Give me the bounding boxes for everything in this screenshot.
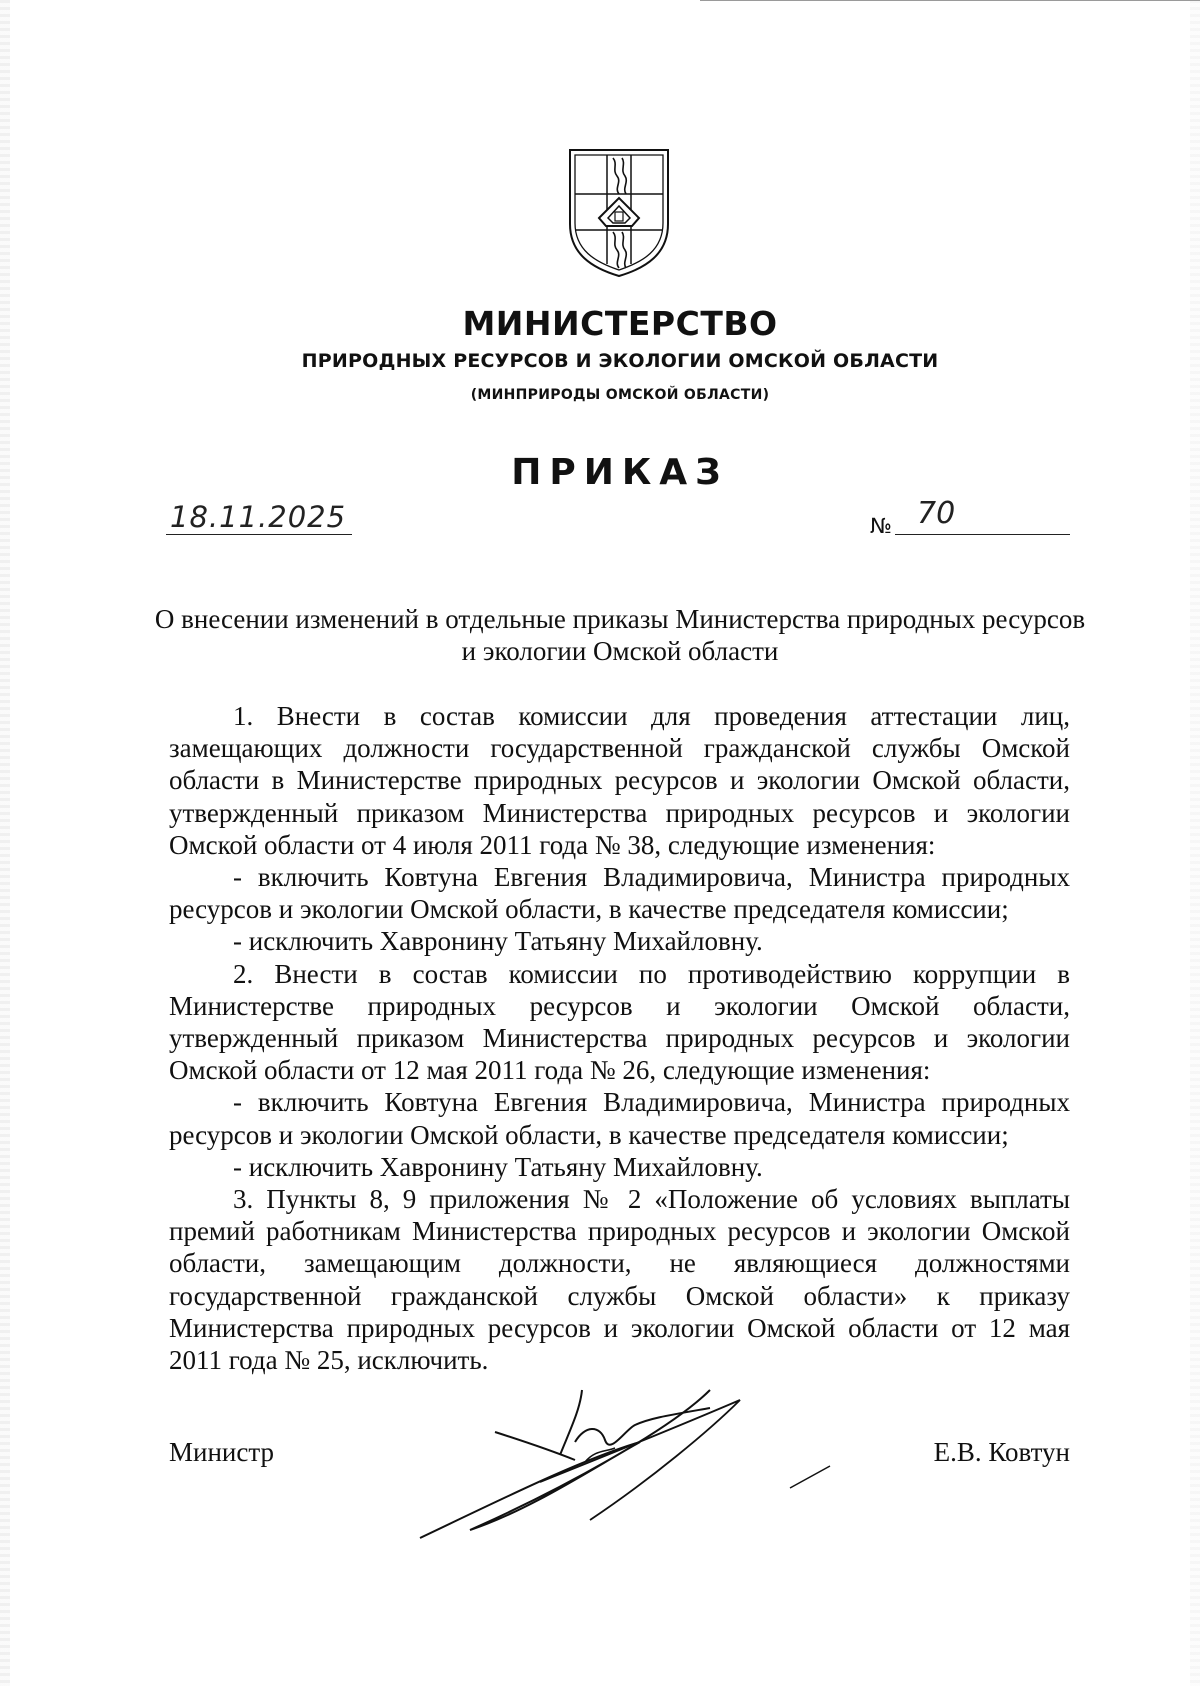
scan-edge-right: [1190, 0, 1200, 1686]
order-date: 18.11.2025: [170, 500, 347, 534]
ministry-short-name: (МИНПРИРОДЫ ОМСКОЙ ОБЛАСТИ): [470, 387, 770, 403]
scan-edge-left: [0, 0, 10, 1686]
handwritten-signature-icon: [410, 1370, 840, 1550]
ministry-heading: МИНИСТЕРСТВО: [462, 304, 778, 343]
order-body: [169, 700, 1070, 1376]
order-number: 70: [917, 496, 956, 531]
paragraph-1: 1. Внести в состав комиссии для проведения аттестации лиц, замещающих должности государственной гражданской службы Омской области в Министерстве природных ресурсов и экологии Омской области, утвержденный приказом Министерства природных ресурсов и экологии Омской области от 4 июля 2011 года № 38, следующие изменения:: [169, 701, 1070, 860]
paragraph-1-include: - включить Ковтуна Евгения Владимировича, Министра природных ресурсов и экологии Омской области, в качестве председателя комиссии;: [169, 862, 1070, 925]
order-number-label: №: [870, 514, 892, 538]
scan-top-line: [700, 0, 1200, 1]
coat-of-arms-icon: [566, 146, 672, 280]
ministry-full-name: ПРИРОДНЫХ РЕСУРСОВ И ЭКОЛОГИИ ОМСКОЙ ОБЛАСТИ: [301, 350, 939, 372]
paragraph-2: 2. Внести в состав комиссии по противодействию коррупции в Министерстве природных ресурсов и экологии Омской области, утвержденный приказом Министерства природных ресурсов и экологии Омской области от 12 мая 2011 года № 26, следующие изменения:: [169, 958, 1070, 1086]
order-number-field: [895, 496, 1070, 535]
paragraph-3: 3. Пункты 8, 9 приложения № 2 «Положение об условиях выплаты премий работникам Министерства природных ресурсов и экологии Омской области, замещающим должности, не являющиеся должностями государственной гражданской службы Омской области» к приказу Министерства природных ресурсов и экологии Омской области от 12 мая 2011 года № 25, исключить.: [169, 1184, 1070, 1376]
signatory-name: Е.В. Ковтун: [933, 1437, 1070, 1467]
signatory-title: Министр: [169, 1437, 274, 1467]
order-date-field: [166, 500, 352, 535]
order-subject: О внесении изменений в отдельные приказы Министерства природных ресурсов и экологии Омской области: [154, 604, 1086, 666]
paragraph-1-exclude: - исключить Хавронину Татьяну Михайловну.: [233, 926, 763, 957]
document-type-title: ПРИКАЗ: [511, 452, 729, 493]
paragraph-2-include: - включить Ковтуна Евгения Владимировича, Министра природных ресурсов и экологии Омской области, в качестве председателя комиссии;: [169, 1087, 1070, 1150]
paragraph-2-exclude: - исключить Хавронину Татьяну Михайловну.: [233, 1151, 763, 1182]
